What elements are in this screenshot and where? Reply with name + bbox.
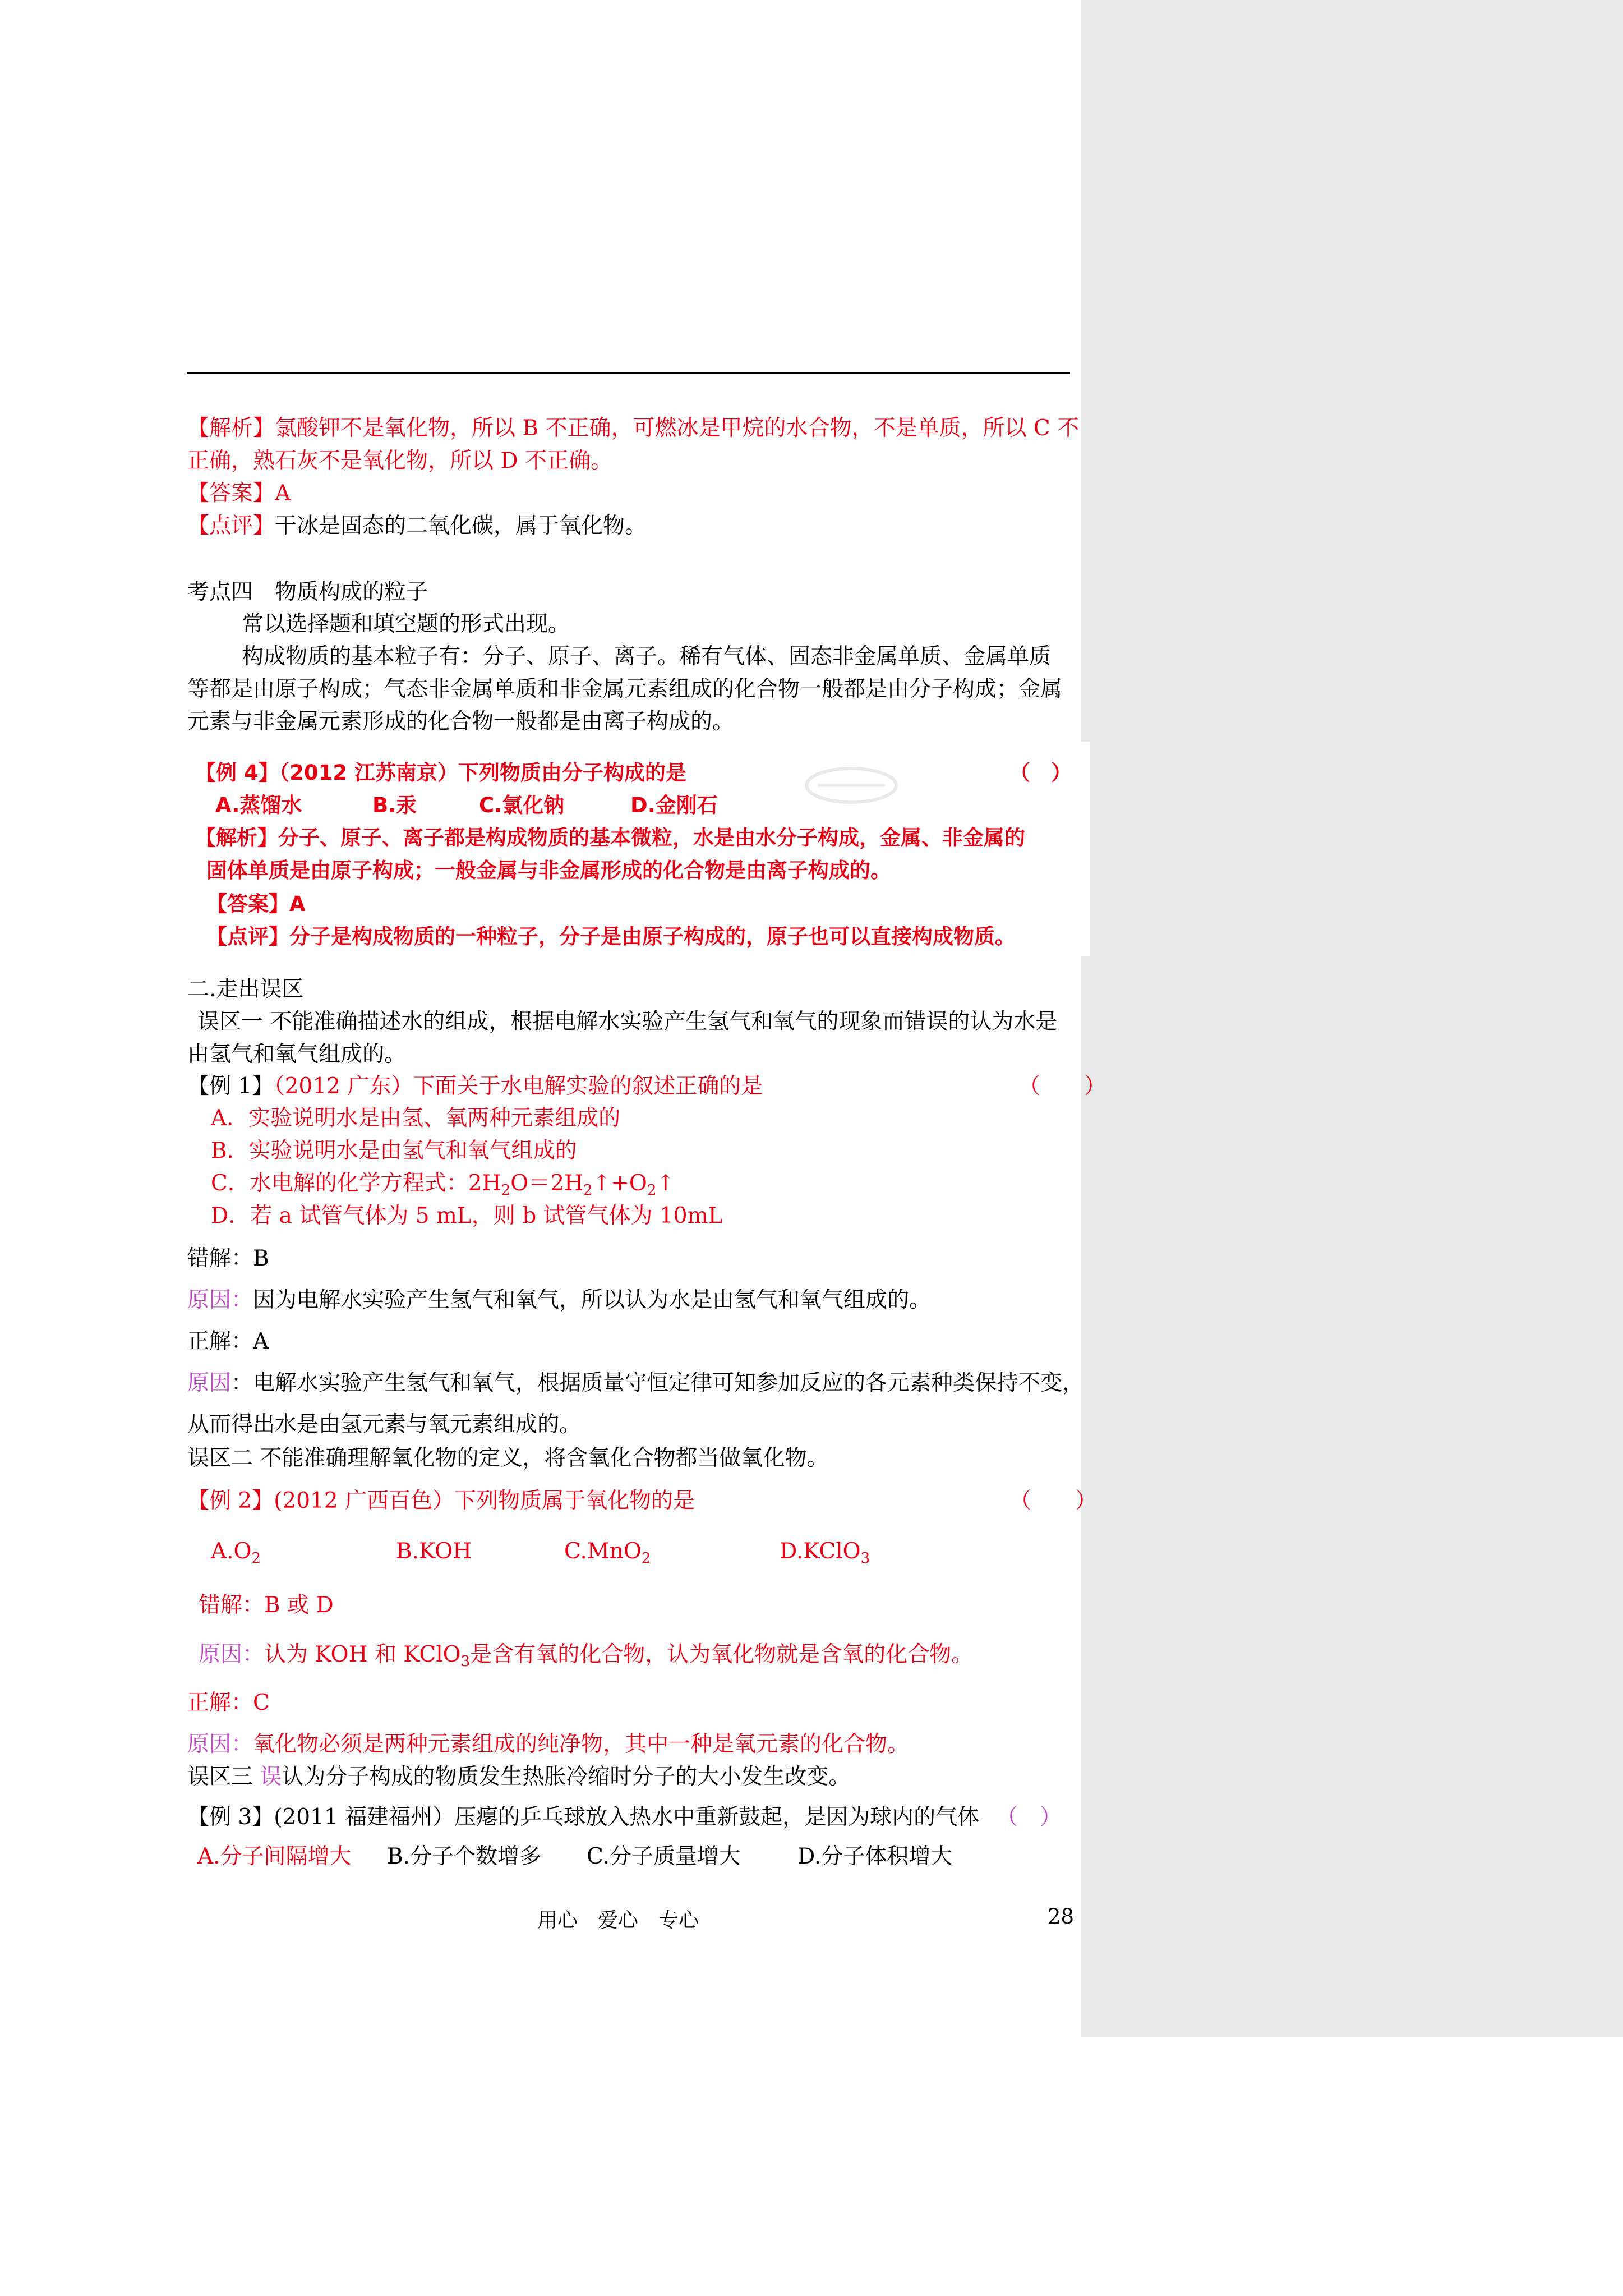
example-3-options	[197, 1842, 952, 1871]
example-2-options	[211, 1537, 870, 1566]
example-2-option-d: D.KClO$_3$	[780, 1539, 870, 1567]
example-2-option-b: B.KOH	[396, 1539, 472, 1564]
example-2-wrong-answer: 错解：B 或 D	[199, 1593, 334, 1618]
option-d: D.金刚石	[630, 793, 718, 817]
example-3-stem: 【例 3】(2011 福建福州）压瘪的乒乓球放入热水中重新鼓起，是因为球内的气体	[187, 1805, 980, 1830]
section-paragraph-1: 常以选择题和填空题的形式出现。	[242, 611, 570, 637]
misconceptions-title: 二.走出误区	[187, 977, 304, 1002]
example-1-option-b: B．实验说明水是由氢气和氧气组成的	[211, 1138, 577, 1163]
example-3-option-b: B.分子个数增多	[387, 1844, 542, 1869]
example-1-wrong-answer: 错解：B	[187, 1246, 269, 1271]
section-title: 考点四 物质构成的粒子	[187, 579, 428, 605]
example-1-question: （2012 广东）下面关于水电解实验的叙述正确的是	[274, 1074, 763, 1099]
option-c: C.氯化钠	[479, 793, 565, 817]
option-b: B.汞	[372, 793, 417, 817]
comment-line	[187, 512, 647, 541]
misconception-3-title: 误区三 误认为分子构成的物质发生热胀冷缩时分子的大小发生改变。	[187, 1764, 851, 1789]
analysis-line-1: 【解析】氯酸钾不是氧化物，所以 B 不正确，可燃冰是甲烷的水合物，不是单质，所以 C 不	[187, 416, 1080, 441]
analysis-line-2: 正确，熟石灰不是氧化物，所以 D 不正确。	[187, 448, 613, 473]
example-4-answer: 【答案】A	[206, 892, 306, 916]
example-4-options	[215, 791, 718, 820]
section-paragraph-2b: 等都是由原子构成；气态非金属单质和非金属元素组成的化合物一般都是由分子构成；金属	[187, 677, 1063, 702]
example-1-stem	[187, 1072, 763, 1101]
example-2-reason-2: 原因：氧化物必须是两种元素组成的纯净物，其中一种是氧元素的化合物。	[187, 1732, 910, 1757]
comment-tag: 【点评】	[187, 513, 275, 539]
section-paragraph-2a: 构成物质的基本粒子有：分子、原子、离子。稀有气体、固态非金属单质、金属单质	[242, 644, 1052, 669]
example-3-option-a: A.分子间隔增大	[197, 1844, 352, 1869]
example-1-option-a: A．实验说明水是由氢、氧两种元素组成的	[211, 1106, 621, 1131]
answer-line: 【答案】A	[187, 481, 291, 506]
example-1-reason-2: 原因：电解水实验产生氢气和氧气，根据质量守恒定律可知参加反应的各元素种类保持不变，	[187, 1370, 1085, 1396]
comment-text: 干冰是固态的二氧化碳，属于氧化物。	[275, 513, 647, 539]
example-3-option-d: D.分子体积增大	[797, 1844, 953, 1869]
footer-text: 用心 爱心 专心	[537, 1909, 699, 1932]
example-1-option-c: C．水电解的化学方程式：$2H_2O=2H_2↑+O_2↑$	[211, 1171, 675, 1199]
example-2-stem: 【例 2】(2012 广西百色）下列物质属于氧化物的是	[187, 1488, 695, 1513]
example-2-reason-1: 原因：认为 KOH 和 KClO$_3$是含有氧的化合物，认为氧化物就是含氧的化合物。	[199, 1642, 974, 1670]
example-2-paren: （ ）	[1009, 1488, 1098, 1513]
example-1-reason-1: 原因：因为电解水实验产生氢气和氧气，所以认为水是由氢气和氧气组成的。	[187, 1287, 932, 1313]
example-4-analysis-2: 固体单质是由原子构成；一般金属与非金属形成的化合物是由离子构成的。	[206, 858, 891, 882]
example-1-reason-2b: 从而得出水是由氢元素与氧元素组成的。	[187, 1412, 582, 1437]
section-paragraph-2c: 元素与非金属元素形成的化合物一般都是由离子构成的。	[187, 709, 735, 734]
example-2-option-a: $A.O_2$	[211, 1539, 261, 1567]
page-number: 28	[1048, 1904, 1075, 1929]
example-1-paren: （ ）	[1018, 1074, 1106, 1099]
header-rule	[187, 372, 1070, 374]
example-3-paren: （ ）	[996, 1805, 1062, 1830]
example-4-paren: （ ）	[1009, 761, 1072, 785]
example-4-comment: 【点评】分子是构成物质的一种粒子，分子是由原子构成的，原子也可以直接构成物质。	[206, 924, 1016, 949]
example-1-option-d: D．若 a 试管气体为 5 mL，则 b 试管气体为 10mL	[211, 1203, 723, 1228]
watermark-icon	[795, 752, 907, 819]
example-2-option-c: C.MnO$_2$	[564, 1539, 651, 1567]
example-4-stem: 【例 4】（2012 江苏南京）下列物质由分子构成的是	[195, 761, 686, 785]
option-a: A.蒸馏水	[215, 793, 302, 817]
example-3-option-c: C.分子质量增大	[587, 1844, 741, 1869]
example-2-correct-answer: 正解：C	[187, 1690, 270, 1715]
comment-sidebar	[1081, 0, 1623, 2037]
example-1-correct-answer: 正解：A	[187, 1329, 269, 1354]
example-1-tag: 【例 1】	[187, 1074, 274, 1099]
misconception-1-line-1: 误区一 不能准确描述水的组成，根据电解水实验产生氢气和氧气的现象而错误的认为水是	[197, 1009, 1058, 1034]
misconception-2-title: 误区二 不能准确理解氧化物的定义，将含氧化合物都当做氧化物。	[187, 1446, 829, 1471]
misconception-1-line-2: 由氢气和氧气组成的。	[187, 1042, 407, 1067]
example-4-analysis-1: 【解析】分子、原子、离子都是构成物质的基本微粒，水是由水分子构成，金属、非金属的	[195, 826, 1025, 850]
